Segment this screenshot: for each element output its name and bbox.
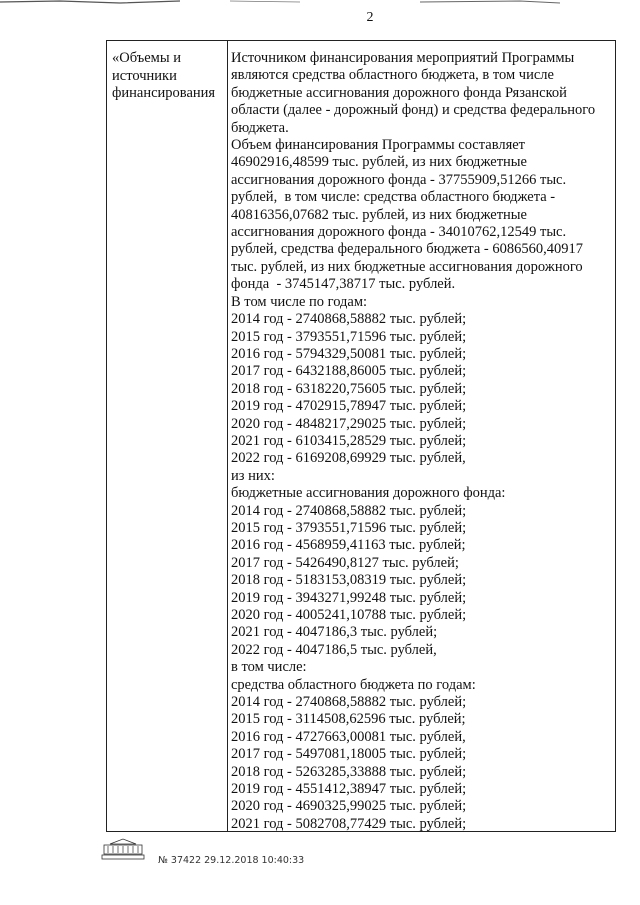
financing-text-line: 2017 год - 5497081,18005 тыс. рублей; [231, 746, 467, 763]
financing-text-line: ассигнования дорожного фонда - 34010762,12549 тыс. [231, 224, 567, 241]
document-registration-id: № 37422 29.12.2018 10:40:33 [158, 855, 305, 866]
financing-text-line: Источником финансирования мероприятий Программы [231, 50, 575, 66]
financing-text-line: 2019 год - 3943271,99248 тыс. рублей; [231, 589, 467, 606]
financing-text-line: 2016 год - 4568959,41163 тыс. рублей; [231, 537, 466, 554]
financing-text-line: фонда - 3745147,38717 тыс. рублей. [231, 276, 456, 293]
page-number: 2 [366, 10, 374, 25]
financing-text-line: ассигнования дорожного фонда - 37755909,51266 тыс. [231, 171, 567, 188]
financing-text-line: тыс. рублей, из них бюджетные ассигнования дорожного [231, 258, 583, 275]
financing-text-line: 2015 год - 3114508,62596 тыс. рублей; [231, 711, 466, 728]
financing-text-line: 2018 год - 5263285,33888 тыс. рублей; [231, 763, 467, 780]
financing-text-line: 2015 год - 3793551,71596 тыс. рублей; [231, 519, 467, 536]
financing-text-line: рублей, в том числе: средства областного бюджета - [231, 189, 556, 206]
financing-text-line: 2014 год - 2740868,58882 тыс. рублей; [231, 694, 467, 711]
financing-text-line: 2018 год - 5183153,08319 тыс. рублей; [231, 572, 467, 589]
financing-text-line: бюджета. [231, 119, 289, 136]
building-seal-icon [100, 838, 146, 860]
financing-text-line: 2018 год - 6318220,75605 тыс. рублей; [231, 380, 467, 397]
financing-text-line: 46902916,48599 тыс. рублей, из них бюджетные [231, 154, 527, 171]
financing-text-line: 2017 год - 5426490,8127 тыс. рублей; [231, 554, 459, 571]
financing-text-line: 2022 год - 6169208,69929 тыс. рублей, [231, 450, 466, 467]
financing-text-line: 2019 год - 4702915,78947 тыс. рублей; [231, 398, 467, 415]
passport-table [106, 40, 616, 832]
financing-text-line: в том числе: [231, 659, 307, 676]
financing-text-line: являются средства областного бюджета, в том числе [231, 67, 554, 84]
financing-text-line: 40816356,07682 тыс. рублей, из них бюджетные [231, 206, 527, 223]
financing-text-line: 2019 год - 4551412,38947 тыс. рублей; [231, 781, 467, 798]
financing-text-line: рублей, средства федерального бюджета - 6086560,40917 [231, 241, 583, 258]
financing-text-line: 2020 год - 4005241,10788 тыс. рублей; [231, 607, 467, 623]
financing-text-line: 2020 год - 4690325,99025 тыс. рублей; [231, 798, 467, 815]
row-header-line: финансирования [112, 85, 216, 101]
row-header-line: «Объемы и [112, 50, 181, 66]
row-header-line: источники [112, 67, 177, 84]
financing-text-line: из них: [231, 467, 275, 484]
financing-text-line: В том числе по годам: [231, 293, 368, 310]
financing-text-line: области (далее - дорожный фонд) и средства федерального [231, 102, 596, 119]
financing-text-line: бюджетные ассигнования дорожного фонда: [231, 485, 506, 502]
financing-text-line: бюджетные ассигнования дорожного фонда Рязанской [231, 84, 567, 101]
financing-text-line: 2021 год - 5082708,77429 тыс. рублей; [231, 815, 467, 832]
financing-text-line: 2022 год - 4047186,5 тыс. рублей, [231, 641, 437, 658]
financing-text-line: средства областного бюджета по годам: [231, 676, 476, 693]
financing-text-cell [231, 50, 613, 833]
financing-text-line: 2017 год - 6432188,86005 тыс. рублей; [231, 363, 467, 380]
financing-text-line: 2016 год - 5794329,50081 тыс. рублей; [231, 345, 467, 362]
financing-text-line: Объем финансирования Программы составляет [231, 137, 526, 154]
financing-text-line: 2014 год - 2740868,58882 тыс. рублей; [231, 311, 467, 328]
financing-text-line: 2021 год - 4047186,3 тыс. рублей; [231, 624, 438, 641]
row-header-cell [112, 50, 224, 103]
financing-text-line: 2015 год - 3793551,71596 тыс. рублей; [231, 328, 467, 345]
financing-text-line: 2021 год - 6103415,28529 тыс. рублей; [231, 432, 467, 449]
financing-text-line: 2014 год - 2740868,58882 тыс. рублей; [231, 502, 467, 519]
financing-text-line: 2020 год - 4848217,29025 тыс. рублей; [231, 415, 467, 432]
financing-text-line: 2016 год - 4727663,00081 тыс. рублей, [231, 728, 466, 745]
scan-edge-marks [0, 0, 640, 8]
column-divider [227, 41, 228, 831]
